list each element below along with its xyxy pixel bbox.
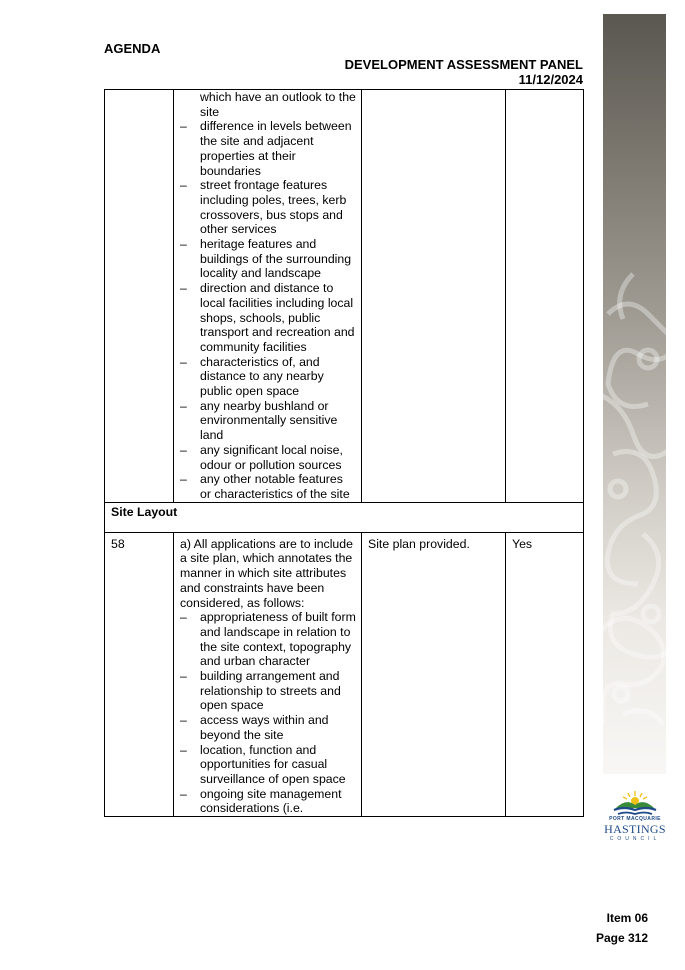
- agenda-label: AGENDA: [104, 41, 161, 56]
- comment-cell: [362, 90, 506, 503]
- logo-text-top: PORT MACQUARIE: [609, 816, 661, 822]
- logo-text-sub: COUNCIL: [609, 836, 661, 842]
- decorative-sidebar: [603, 14, 666, 774]
- requirement-list: [180, 610, 356, 816]
- clause-number-cell: [105, 90, 174, 503]
- list-item: – location, function and opportunities for casual surveillance of open space: [180, 743, 356, 787]
- requirement-intro: a) All applications are to include a site plan, which annotates the manner in which site attributes and constraints have been considered, as follows:: [180, 536, 353, 610]
- item-number: Item 06: [606, 911, 648, 925]
- requirement-cell: [174, 90, 362, 503]
- list-item: – heritage features and buildings of the surrounding locality and landscape: [180, 237, 356, 281]
- meeting-date: 11/12/2024: [518, 72, 583, 87]
- table-row: [105, 532, 584, 816]
- logo-text-main: HASTINGS: [604, 822, 666, 836]
- page-number: Page 312: [595, 931, 648, 945]
- list-item: – any nearby bushland or environmentally sensitive land: [180, 399, 356, 443]
- table-row: [105, 90, 584, 503]
- list-item: – appropriateness of built form and landscape in relation to the site context, topography and urban character: [180, 610, 356, 669]
- list-item: – characteristics of, and distance to any nearby public open space: [180, 355, 356, 399]
- compliance-cell: Yes: [506, 532, 584, 816]
- section-title: Site Layout: [105, 502, 584, 532]
- list-item: – building arrangement and relationship to streets and open space: [180, 669, 356, 713]
- list-item: which have an outlook to the site: [200, 90, 356, 119]
- list-item: – access ways within and beyond the site: [180, 713, 356, 742]
- clause-number-cell: 58: [105, 532, 174, 816]
- list-item: – difference in levels between the site and adjacent properties at their boundaries: [180, 119, 356, 178]
- panel-title: DEVELOPMENT ASSESSMENT PANEL: [344, 57, 583, 72]
- compliance-cell: [506, 90, 584, 503]
- swirl-pattern-icon: [603, 14, 666, 774]
- list-item: – direction and distance to local facilities including local shops, schools, public transport and recreation and community facilities: [180, 281, 356, 355]
- council-logo: [604, 788, 666, 844]
- section-header-row: [105, 502, 584, 532]
- requirement-list: [180, 119, 356, 501]
- requirement-cell: [174, 532, 362, 816]
- list-item: – any significant local noise, odour or pollution sources: [180, 443, 356, 472]
- list-item: – ongoing site management considerations (i.e.: [180, 787, 356, 816]
- comment-cell: Site plan provided.: [362, 532, 506, 816]
- list-item: – street frontage features including poles, trees, kerb crossovers, bus stops and other services: [180, 178, 356, 237]
- list-item: – any other notable features or characteristics of the site: [180, 472, 356, 501]
- assessment-table: [104, 89, 584, 817]
- council-emblem-icon: [604, 788, 666, 816]
